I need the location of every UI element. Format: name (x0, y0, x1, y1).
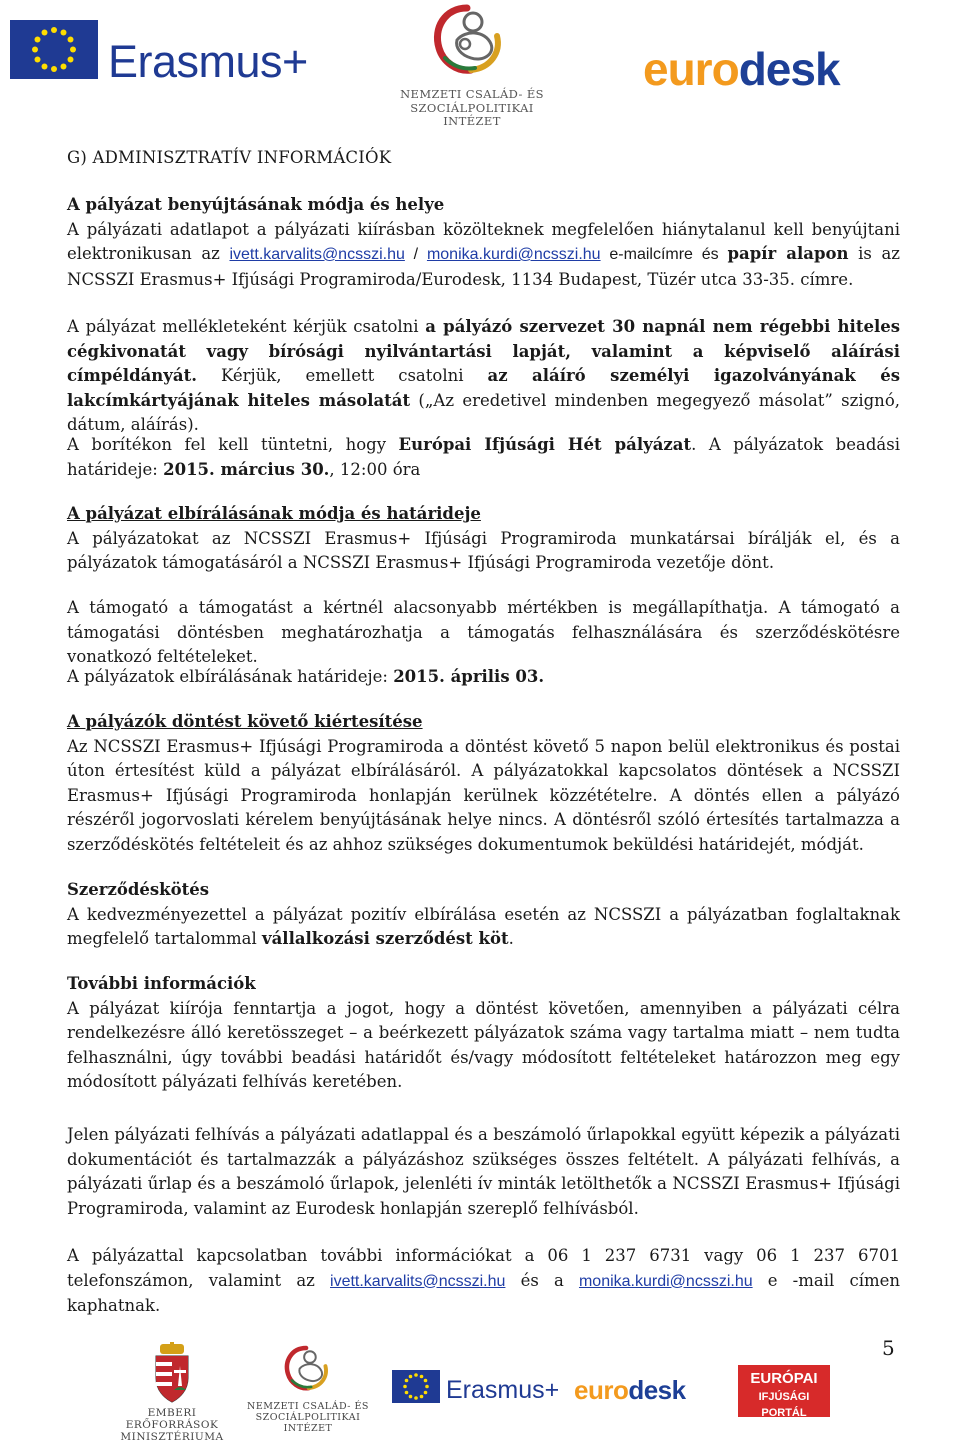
eurodesk-desk-text: desk (738, 43, 840, 95)
emmi-label-line2: MINISZTÉRIUMA (120, 1431, 224, 1443)
further-info-section (67, 972, 900, 1095)
contract-text-1: A kedvezményezettel a pályázat pozitív elbírálása esetén az NCSSZI a pályázatban foglaltaknak megfelelő tartalommal (67, 904, 900, 948)
email-link-monika[interactable]: monika.kurdi@ncsszi.hu (426, 246, 601, 263)
ncsszi-logo-line1: NEMZETI CSALÁD- ÉS (400, 87, 544, 101)
footer-ncsszi-line2: SZOCIÁLPOLITIKAI INTÉZET (255, 1412, 361, 1434)
submission-text-1: A pályázati adatlapot a pályázati kiírásban közölteknek megfelelően hiánytalanul kell benyújtani elektronikusan az (67, 219, 900, 263)
evaluation-deadline-date: 2015. április 03. (393, 667, 545, 686)
envelope-paragraph (67, 433, 900, 482)
footer-eu-stars-icon (392, 1370, 440, 1403)
contact-text-3: e -mail címen kaphatnak. (67, 1270, 901, 1315)
attachments-text-3: („Az eredetivel mindenben megegyező másolat” szignó, dátum, aláírás). (67, 390, 900, 434)
portal-line2: IFJÚSÁGI PORTÁL (758, 1391, 810, 1419)
envelope-text-2: . A pályázatok beadási határideje: (67, 435, 900, 479)
submission-heading: A pályázat benyújtásának módja és helye (67, 195, 445, 214)
footer-family-emblem-icon (266, 1340, 350, 1400)
attachments-bold-1: a pályázó szervezet 30 napnál nem régebbi hiteles cégkivonatát vagy bírósági nyilvántartási lapját, valamint a képviselő aláírási címpéldányát. (67, 317, 900, 385)
contact-text-1: A pályázattal kapcsolatban további információkat a 06 1 237 6731 vagy 06 1 237 6701 telefonszámon, valamint az (67, 1246, 900, 1290)
contract-text-2: . (508, 929, 514, 948)
footer-ncsszi-label (240, 1401, 376, 1434)
further-info-heading: További információk (67, 974, 256, 993)
european-youth-portal-logo (738, 1365, 830, 1417)
contact-email-ivett[interactable]: ivett.karvalits@ncsszi.hu (330, 1272, 506, 1290)
contact-text-2: és a (505, 1270, 579, 1290)
evaluation-deadline-text: A pályázatok elbírálásának határideje: (67, 667, 394, 686)
page-number: 5 (882, 1336, 895, 1360)
envelope-text-1: A borítékon fel kell tüntetni, hogy (67, 435, 399, 454)
footer-eurodesk-logo (574, 1375, 686, 1406)
contract-bold: vállalkozási szerződést köt (262, 929, 509, 948)
footer-ncsszi-logo (266, 1340, 350, 1400)
attachments-text-2: Kérjük, emellett csatolni (196, 366, 488, 385)
footer-eu-flag (392, 1370, 440, 1403)
deadline-date: 2015. március 30. (163, 459, 330, 479)
emmi-label-line1: EMBERI ERŐFORRÁSOK (125, 1407, 219, 1431)
email-separator: / (404, 246, 427, 263)
evaluation-heading: A pályázat elbírálásának módja és határideje (67, 504, 481, 523)
email-link-ivett[interactable]: ivett.karvalits@ncsszi.hu (229, 246, 405, 263)
ncsszi-family-logo (405, 0, 535, 84)
notification-section (67, 710, 900, 857)
further-info-paragraph-1: A pályázat kiírója fenntartja a jogot, hogy a döntést követően, amennyiben a pályázati célra rendelkezésre álló keretösszeget – a beérkezett pályázatok száma vagy tartalma miatt – nem tudta felhasználni, úgy további beadási határidőt és/vagy módosított feltételeket határozzon meg egy módosított pályázati felhívás keretében. (67, 998, 900, 1091)
coat-of-arms-icon (150, 1342, 194, 1404)
portal-line1: EURÓPAI (750, 1370, 818, 1387)
contact-email-monika[interactable]: monika.kurdi@ncsszi.hu (578, 1272, 753, 1290)
erasmus-logo-text: Erasmus+ (108, 36, 308, 87)
eu-stars-icon (10, 20, 98, 79)
footer-eurodesk-euro: euro (574, 1375, 629, 1405)
page-title: G) ADMINISZTRATÍV INFORMÁCIÓK (67, 148, 392, 167)
submission-paper-bold: papír alapon (727, 244, 849, 263)
ncsszi-logo-line2: SZOCIÁLPOLITIKAI INTÉZET (410, 101, 534, 128)
submission-text-2: e-mailcímre és (600, 246, 728, 263)
deadline-time: , 12:00 óra (329, 459, 421, 479)
footer-eurodesk-desk: desk (628, 1375, 686, 1405)
footer-ncsszi-line1: NEMZETI CSALÁD- ÉS (247, 1401, 369, 1412)
footer-erasmus-text: Erasmus+ (446, 1376, 560, 1404)
eurodesk-euro-text: euro (643, 43, 739, 95)
attachments-bold-2: az aláíró személyi igazolványának és lakcímkártyájának hiteles másolatát (67, 366, 900, 410)
attachments-paragraph (67, 315, 900, 438)
contract-section (67, 878, 900, 952)
submission-section (67, 193, 900, 292)
eurodesk-logo (643, 42, 840, 96)
envelope-bold-1: Európai Ifjúsági Hét pályázat (398, 435, 692, 454)
submission-paragraph (67, 218, 900, 293)
contact-paragraph (67, 1244, 900, 1319)
emmi-label (112, 1407, 232, 1443)
eu-flag-logo (10, 20, 98, 79)
evaluation-section (67, 502, 900, 576)
evaluation-paragraph-1: A pályázatokat az NCSSZI Erasmus+ Ifjúsági Programiroda munkatársai bírálják el, és a pályázatok támogatásáról a NCSSZI Erasmus+ Ifjúsági Programiroda vezetője dönt. (67, 528, 900, 572)
contract-paragraph (67, 903, 900, 952)
contract-heading: Szerződéskötés (67, 880, 210, 899)
notification-paragraph: Az NCSSZI Erasmus+ Ifjúsági Programiroda a döntést követő 5 napon belül elektronikus és postai úton értesítést küld a pályázat elbírálásáról. A pályázatokkal kapcsolatos döntések a NCSSZI Erasmus+ Ifjúsági Programiroda honlapján kerülnek közzétételre. A döntés ellen a pályázó részéről jogorvoslati kérelem benyújtásának helye nincs. A döntésről szóló értesítés tartalmazza a szerződéskötés feltételeit és az ahhoz szükséges dokumentumok beküldési határidejét, módját. (67, 736, 900, 854)
family-emblem-icon (405, 0, 535, 84)
evaluation-deadline-paragraph (67, 665, 900, 690)
evaluation-paragraph-2: A támogató a támogatást a kértnél alacsonyabb mértékben is megállapíthatja. A támogató a támogatási döntésben meghatározhatja a támogatás felhasználására és szerződéskötésre vonatkozó feltételeket. (67, 598, 900, 666)
hungarian-coat-of-arms (150, 1342, 194, 1404)
submission-text-3: is az NCSSZI Erasmus+ Ifjúsági Programiroda/Eurodesk, 1134 Budapest, Tüzér utca 33-35. címre. (67, 244, 900, 289)
attachments-text-1: A pályázat mellékleteként kérjük csatolni (67, 317, 426, 336)
further-info-paragraph-2: Jelen pályázati felhívás a pályázati adatlappal és a beszámoló űrlapokkal együtt képezik a pályázati dokumentációt és tartalmazzák a pályázáshoz szükséges összes feltételt. A pályázati felhívás, a pályázati űrlap és a beszámoló űrlapok, jelenléti ív minták letölthetők a NCSSZI Erasmus+ Ifjúsági Programiroda, valamint az Eurodesk honlapján szereplő felhívásból. (67, 1125, 900, 1218)
notification-heading: A pályázók döntést követő kiértesítése (67, 712, 423, 731)
